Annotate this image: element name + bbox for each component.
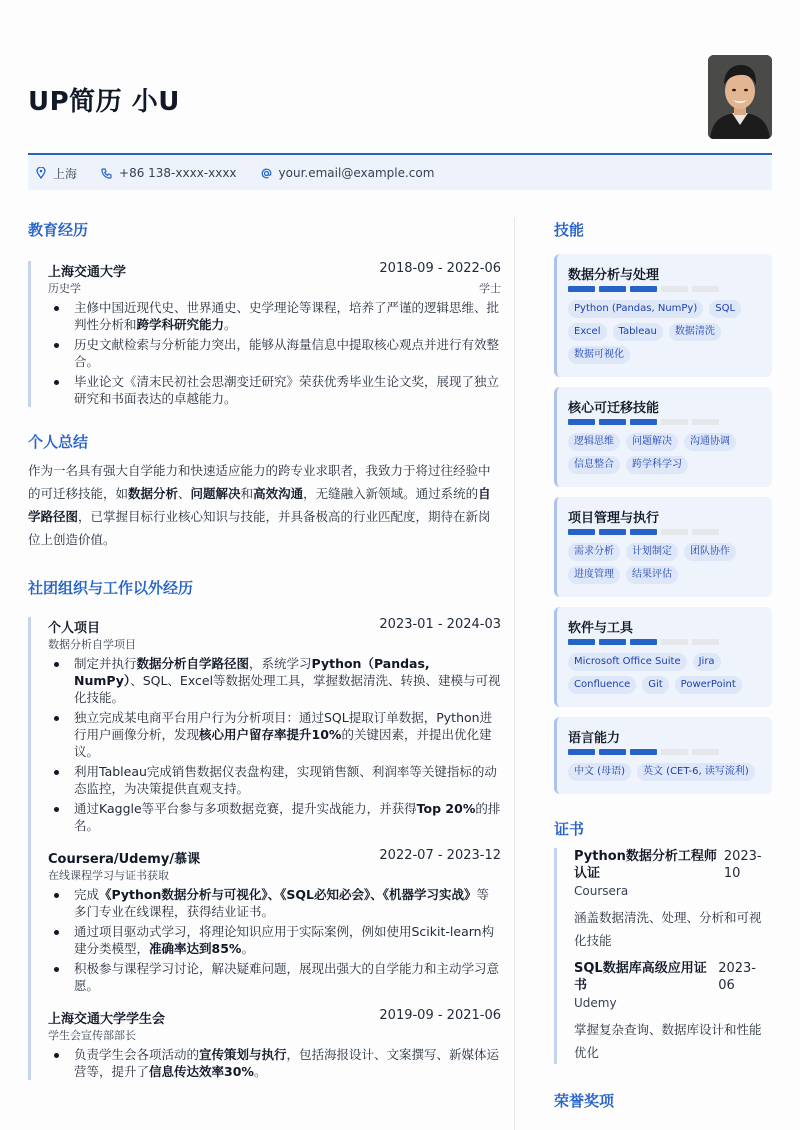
- left-column: [28, 215, 501, 1083]
- education-date: 2018-09 - 2022-06: [379, 261, 501, 276]
- skills-title: 技能: [554, 221, 585, 239]
- skill-card: [554, 254, 772, 377]
- skill-level-segment: [630, 749, 657, 755]
- skill-level-bars: [568, 639, 762, 645]
- entry-bullets: [48, 1046, 501, 1080]
- certificate-desc: 掌握复杂查询、数据库设计和性能优化: [574, 1022, 762, 1060]
- certificate-name: SQL数据库高级应用证书: [574, 961, 707, 993]
- skill-tag: 结果评估: [626, 566, 678, 584]
- skill-level-segment: [692, 749, 719, 755]
- certificate-item: [574, 960, 772, 1064]
- entry-date: 2022-07 - 2023-12: [379, 848, 501, 863]
- education-bullets: [48, 299, 501, 407]
- location-text: 上海: [53, 166, 78, 181]
- skill-tag: 数据清洗: [669, 323, 721, 341]
- list-item: 制定并执行数据分析自学路径图，系统学习Python（Pandas, NumPy）、SQL、Excel等数据处理工具，掌握数据清洗、转换、建模与可视化技能。: [48, 655, 501, 706]
- skill-group-title: 软件与工具: [568, 621, 634, 636]
- school-name: 上海交通大学: [48, 265, 127, 280]
- education-entry: [28, 261, 501, 407]
- skill-tag: Microsoft Office Suite: [568, 653, 687, 671]
- contact-bar: [28, 156, 772, 190]
- phone-icon: [101, 168, 112, 179]
- resume-header: [28, 55, 772, 153]
- contact-location: [36, 165, 77, 182]
- skill-level-segment: [568, 286, 595, 292]
- certificate-date: 2023-06: [718, 961, 756, 993]
- skill-level-segment: [661, 749, 688, 755]
- skill-tag: 团队协作: [684, 543, 736, 561]
- skill-tag: Confluence: [568, 676, 636, 694]
- role: 在线课程学习与证书获取: [48, 869, 169, 882]
- skill-tag: Tableau: [613, 323, 663, 341]
- skill-level-segment: [692, 639, 719, 645]
- location-icon: [36, 167, 46, 179]
- skill-tag: 数据可视化: [568, 346, 630, 364]
- skill-level-segment: [599, 286, 626, 292]
- profile-photo: [708, 55, 772, 139]
- entry-date: 2023-01 - 2024-03: [379, 617, 501, 632]
- skill-level-segment: [599, 529, 626, 535]
- skill-tags: [568, 433, 762, 479]
- skill-level-segment: [630, 639, 657, 645]
- skill-card: [554, 607, 772, 707]
- org-name: Coursera/Udemy/慕课: [48, 852, 201, 867]
- phone-text: +86 138-xxxx-xxxx: [119, 166, 237, 180]
- skill-level-segment: [630, 529, 657, 535]
- org-name: 个人项目: [48, 621, 101, 636]
- skill-group-title: 核心可迁移技能: [568, 401, 660, 416]
- certificate-org: Coursera: [574, 884, 629, 898]
- summary-title: 个人总结: [28, 433, 89, 451]
- skill-tag: 问题解决: [626, 433, 678, 451]
- skill-level-segment: [661, 419, 688, 425]
- certificate-org: Udemy: [574, 996, 617, 1010]
- skills-list: [554, 254, 772, 794]
- major: 历史学: [48, 282, 81, 295]
- certificates-title: 证书: [554, 820, 585, 838]
- skill-tag: SQL: [709, 300, 741, 318]
- contact-phone[interactable]: [101, 166, 237, 180]
- experience-entry: [28, 617, 501, 1080]
- skill-group-title: 项目管理与执行: [568, 511, 660, 526]
- skill-tag: 信息整合: [568, 456, 620, 474]
- list-item: 独立完成某电商平台用户行为分析项目：通过SQL提取订单数据，Python进行用户画像分析，发现核心用户留存率提升10%的关键因素，并提出优化建议。: [48, 709, 501, 760]
- skill-level-segment: [692, 529, 719, 535]
- skill-card: [554, 497, 772, 597]
- skill-level-segment: [568, 749, 595, 755]
- skill-tag: 沟通协调: [684, 433, 736, 451]
- skill-card: [554, 717, 772, 794]
- contact-email[interactable]: [261, 166, 435, 180]
- list-item: 毕业论文《清末民初社会思潮变迁研究》荣获优秀毕业生论文奖，展现了独立研究和书面表达的卓越能力。: [48, 373, 501, 407]
- list-item: 负责学生会各项活动的宣传策划与执行，包括海报设计、文案撰写、新媒体运营等，提升了信息传达效率30%。: [48, 1046, 501, 1080]
- certificate-date: 2023-10: [723, 849, 762, 881]
- honors-title: 荣誉奖项: [554, 1092, 615, 1110]
- skill-level-segment: [599, 639, 626, 645]
- skill-tags: [568, 763, 762, 786]
- skill-tag: Git: [642, 676, 668, 694]
- entry-date: 2019-09 - 2021-06: [379, 1008, 501, 1023]
- skill-level-segment: [630, 419, 657, 425]
- skill-level-bars: [568, 529, 762, 535]
- skill-tag: Jira: [693, 653, 721, 671]
- skill-level-segment: [568, 419, 595, 425]
- candidate-name: UP简历 小U: [28, 87, 180, 117]
- summary-text: 作为一名具有强大自学能力和快速适应能力的跨专业求职者，我致力于将过往经验中的可迁移技能，如数据分析、问题解决和高效沟通，无缝融入新领域。通过系统的自学路径图，已掌握目标行业核心知识与技能，并具备极高的行业匹配度，期待在新岗位上创造价值。: [28, 463, 491, 547]
- skill-level-bars: [568, 286, 762, 292]
- skill-level-segment: [661, 286, 688, 292]
- skill-tags: [568, 300, 762, 369]
- skill-level-segment: [692, 286, 719, 292]
- role: 数据分析自学项目: [48, 638, 136, 651]
- experience-title: 社团组织与工作以外经历: [28, 579, 194, 597]
- skill-tag: 跨学科学习: [626, 456, 688, 474]
- skill-level-bars: [568, 419, 762, 425]
- entry-bullets: [48, 886, 501, 994]
- skill-level-segment: [692, 419, 719, 425]
- header-rule: [28, 153, 772, 155]
- education-title: 教育经历: [28, 221, 89, 239]
- role: 学生会宣传部部长: [48, 1029, 136, 1042]
- skill-level-bars: [568, 749, 762, 755]
- skill-level-segment: [568, 529, 595, 535]
- skill-group-title: 语言能力: [568, 731, 621, 746]
- skill-tag: Python (Pandas, NumPy): [568, 300, 703, 318]
- right-column: [554, 215, 772, 1114]
- certificate-desc: 涵盖数据清洗、处理、分析和可视化技能: [574, 910, 762, 948]
- list-item: 主修中国近现代史、世界通史、史学理论等课程，培养了严谨的逻辑思维、批判性分析和跨学科研究能力。: [48, 299, 501, 333]
- certificate-item: [574, 848, 772, 952]
- list-item: 历史文献检索与分析能力突出，能够从海量信息中提取核心观点并进行有效整合。: [48, 336, 501, 370]
- skill-level-segment: [599, 749, 626, 755]
- skill-level-segment: [568, 639, 595, 645]
- skill-tag: PowerPoint: [675, 676, 742, 694]
- degree: 学士: [479, 282, 501, 295]
- column-divider: [514, 218, 515, 1130]
- skill-group-title: 数据分析与处理: [568, 268, 660, 283]
- skill-level-segment: [661, 529, 688, 535]
- list-item: 通过Kaggle等平台参与多项数据竞赛，提升实战能力，并获得Top 20%的排名。: [48, 800, 501, 834]
- skill-level-segment: [661, 639, 688, 645]
- skill-level-segment: [630, 286, 657, 292]
- skill-tag: 需求分析: [568, 543, 620, 561]
- certificates-list: [554, 848, 772, 1064]
- list-item: 利用Tableau完成销售数据仪表盘构建，实现销售额、利润率等关键指标的动态监控，为决策提供直观支持。: [48, 763, 501, 797]
- skill-tags: [568, 543, 762, 589]
- entry-bullets: [48, 655, 501, 834]
- list-item: 完成《Python数据分析与可视化》、《SQL必知必会》、《机器学习实战》等多门专业在线课程，获得结业证书。: [48, 886, 501, 920]
- skill-tag: 英文 (CET-6, 读写流利): [637, 763, 755, 781]
- skill-level-segment: [599, 419, 626, 425]
- skill-tag: 计划制定: [626, 543, 678, 561]
- certificate-name: Python数据分析工程师认证: [574, 849, 717, 881]
- skill-tag: 中文 (母语): [568, 763, 631, 781]
- list-item: 积极参与课程学习讨论，解决疑难问题，展现出强大的自学能力和主动学习意愿。: [48, 960, 501, 994]
- at-sign-icon: [261, 168, 272, 179]
- skill-tags: [568, 653, 762, 699]
- email-text: your.email@example.com: [278, 166, 435, 180]
- skill-tag: 逻辑思维: [568, 433, 620, 451]
- skill-tag: Excel: [568, 323, 607, 341]
- list-item: 通过项目驱动式学习，将理论知识应用于实际案例，例如使用Scikit-learn构建分类模型，准确率达到85%。: [48, 923, 501, 957]
- skill-card: [554, 387, 772, 487]
- org-name: 上海交通大学学生会: [48, 1012, 166, 1027]
- skill-tag: 进度管理: [568, 566, 620, 584]
